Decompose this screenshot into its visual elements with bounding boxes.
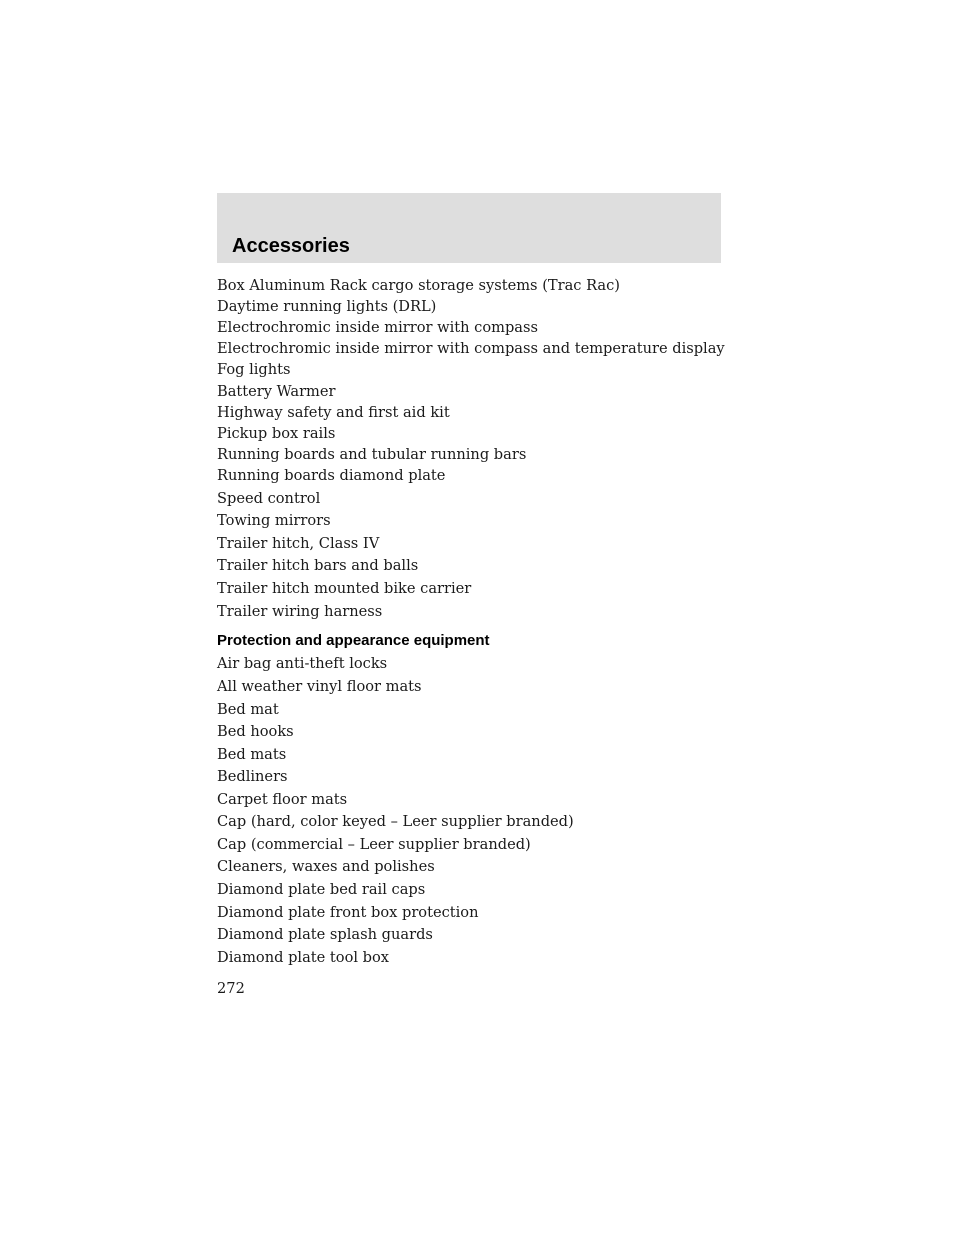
protection-item: Diamond plate front box protection xyxy=(217,904,479,921)
accessory-item: Towing mirrors xyxy=(217,512,331,529)
protection-item: Cap (hard, color keyed – Leer supplier branded) xyxy=(217,813,574,830)
protection-item: Bed hooks xyxy=(217,723,294,740)
accessory-item: Trailer hitch bars and balls xyxy=(217,557,419,574)
accessory-item: Trailer wiring harness xyxy=(217,603,383,620)
section-header-band xyxy=(217,193,721,263)
accessory-item: Electrochromic inside mirror with compass and temperature display xyxy=(217,340,725,357)
protection-item: Diamond plate bed rail caps xyxy=(217,881,426,898)
protection-item: Air bag anti-theft locks xyxy=(217,655,388,672)
section-title: Accessories xyxy=(232,235,350,257)
protection-heading: Protection and appearance equipment xyxy=(217,632,490,649)
accessory-item: Speed control xyxy=(217,490,321,507)
accessory-item: Fog lights xyxy=(217,361,291,378)
accessory-item: Battery Warmer xyxy=(217,383,336,400)
accessory-item: Trailer hitch mounted bike carrier xyxy=(217,580,472,597)
accessory-item: Electrochromic inside mirror with compass xyxy=(217,319,538,336)
protection-item: Cap (commercial – Leer supplier branded) xyxy=(217,836,531,853)
accessory-item: Box Aluminum Rack cargo storage systems (Trac Rac) xyxy=(217,277,620,294)
page-number: 272 xyxy=(217,980,245,997)
accessory-item: Daytime running lights (DRL) xyxy=(217,298,437,315)
protection-item: Bed mats xyxy=(217,746,287,763)
protection-item: All weather vinyl floor mats xyxy=(217,678,422,695)
protection-item: Bedliners xyxy=(217,768,288,785)
accessory-item: Pickup box rails xyxy=(217,425,336,442)
protection-item: Diamond plate splash guards xyxy=(217,926,433,943)
protection-item: Bed mat xyxy=(217,701,279,718)
accessory-item: Running boards and tubular running bars xyxy=(217,446,527,463)
protection-item: Diamond plate tool box xyxy=(217,949,390,966)
accessory-item: Running boards diamond plate xyxy=(217,467,446,484)
protection-item: Carpet floor mats xyxy=(217,791,348,808)
accessory-item: Trailer hitch, Class IV xyxy=(217,535,380,552)
protection-item: Cleaners, waxes and polishes xyxy=(217,858,435,875)
accessory-item: Highway safety and first aid kit xyxy=(217,404,450,421)
